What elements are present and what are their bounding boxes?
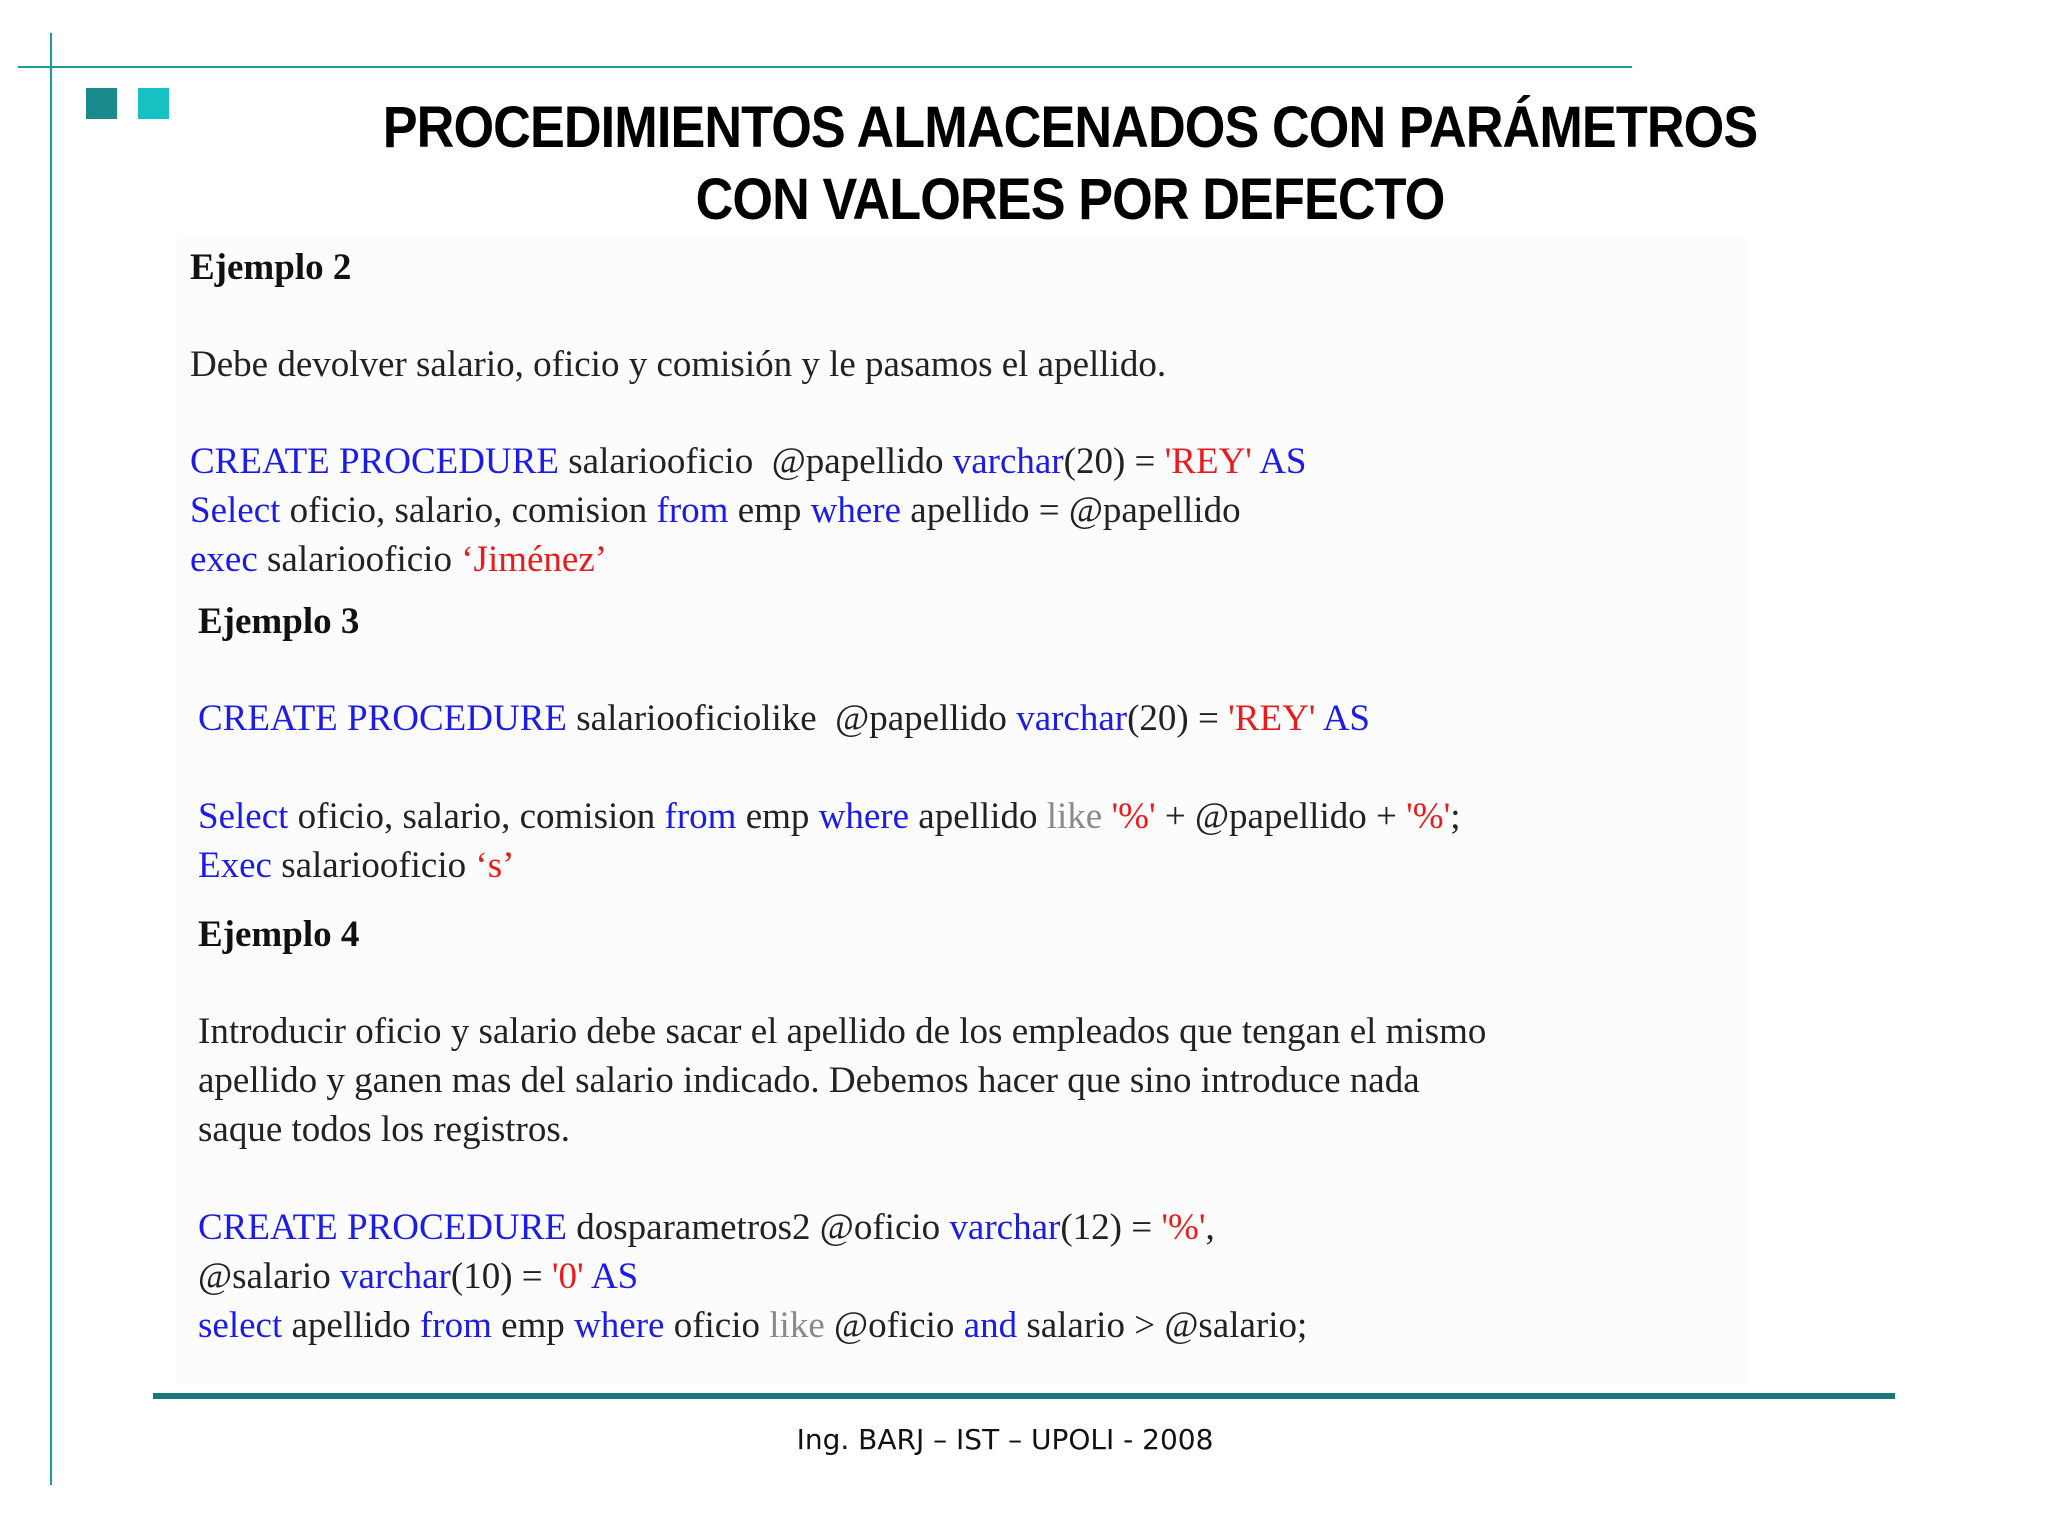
code-keyword: and [963, 1305, 1018, 1346]
code-keyword: Select [190, 490, 281, 531]
code-string: '%' [1406, 796, 1451, 837]
code-string: 'REY' [1228, 698, 1316, 739]
code-operator: like [1046, 796, 1103, 837]
code-operator: like [769, 1305, 825, 1346]
code-text: (12) = [1060, 1207, 1162, 1248]
ex3-code-line-1 [198, 697, 1370, 740]
code-text: @salario [198, 1256, 340, 1297]
decor-square-dark [86, 88, 117, 119]
slide-title [377, 92, 1763, 236]
code-keyword: AS [1259, 441, 1307, 482]
code-text: emp [491, 1305, 575, 1346]
code-keyword: select [198, 1305, 283, 1346]
ex2-description: Debe devolver salario, oficio y comisión y le pasamos el apellido. [190, 344, 1167, 385]
ex4-code-line-1 [198, 1206, 1215, 1249]
code-keyword: AS [1322, 698, 1370, 739]
code-text: + @papellido + [1155, 796, 1407, 837]
ex3-code-line-2 [198, 795, 1461, 838]
code-string: '%' [1111, 796, 1156, 837]
code-keyword: Exec [198, 845, 272, 886]
ex4-description-line-3: saque todos los registros. [198, 1109, 571, 1150]
code-text: (10) = [450, 1256, 552, 1297]
code-string: 'REY' [1164, 441, 1252, 482]
code-text: salariooficio [271, 845, 476, 886]
code-keyword: AS [590, 1256, 639, 1297]
code-keyword: Select [198, 796, 289, 837]
code-text: salariooficio [257, 539, 462, 580]
code-text: apellido [909, 796, 1047, 837]
ex4-heading: Ejemplo 4 [198, 914, 360, 955]
top-rule [18, 66, 1632, 68]
code-keyword: CREATE PROCEDURE [190, 441, 560, 482]
code-keyword: from [419, 1305, 492, 1346]
code-keyword: varchar [949, 1207, 1061, 1248]
code-keyword: varchar [1016, 698, 1128, 739]
ex2-code-line-2 [190, 489, 1241, 532]
code-text: salariooficiolike @papellido [567, 698, 1017, 739]
ex2-code-line-3 [190, 538, 607, 581]
code-keyword: where [810, 490, 902, 531]
code-text: @oficio [824, 1305, 964, 1346]
title-line-2: CON VALORES POR DEFECTO [695, 167, 1445, 232]
code-text: salario > @salario; [1017, 1305, 1308, 1346]
code-keyword: from [656, 490, 729, 531]
code-text [1315, 698, 1322, 739]
code-text [584, 1256, 591, 1297]
code-keyword: varchar [339, 1256, 451, 1297]
ex4-code-line-3 [198, 1304, 1307, 1347]
code-text: apellido [282, 1305, 420, 1346]
code-string: ‘s’ [475, 845, 515, 886]
code-keyword: from [664, 796, 737, 837]
title-line-1: PROCEDIMIENTOS ALMACENADOS CON PARÁMETROS [382, 95, 1758, 160]
code-text: apellido = @papellido [901, 490, 1241, 531]
ex4-description-line-1: Introducir oficio y salario debe sacar el apellido de los empleados que tengan el mismo [198, 1011, 1487, 1052]
code-text: oficio, salario, comision [280, 490, 657, 531]
left-rule [50, 33, 52, 1485]
decor-square-light [138, 88, 169, 119]
code-keyword: CREATE PROCEDURE [198, 1207, 568, 1248]
code-keyword: exec [190, 539, 258, 580]
code-text: (20) = [1063, 441, 1165, 482]
code-text: salariooficio @papellido [559, 441, 953, 482]
code-text: , [1205, 1207, 1215, 1248]
code-string: '%' [1161, 1207, 1206, 1248]
code-keyword: CREATE PROCEDURE [198, 698, 568, 739]
code-text: oficio, salario, comision [288, 796, 665, 837]
code-text: emp [736, 796, 819, 837]
ex4-code-line-2 [198, 1255, 638, 1298]
code-text: (20) = [1127, 698, 1229, 739]
code-keyword: where [818, 796, 910, 837]
ex3-heading: Ejemplo 3 [198, 601, 360, 642]
code-keyword: where [574, 1305, 665, 1346]
code-text: emp [728, 490, 811, 531]
ex2-heading: Ejemplo 2 [190, 247, 352, 288]
code-text: ; [1450, 796, 1461, 837]
ex2-code-line-1 [190, 440, 1307, 483]
code-string: '0' [551, 1256, 584, 1297]
code-string: ‘Jiménez’ [461, 539, 608, 580]
code-keyword: varchar [952, 441, 1064, 482]
footer-credit: Ing. BARJ – IST – UPOLI - 2008 [796, 1423, 1214, 1456]
code-text: oficio [664, 1305, 770, 1346]
code-text: dosparametros2 @oficio [567, 1207, 950, 1248]
bottom-rule [153, 1393, 1895, 1399]
ex4-description-line-2: apellido y ganen mas del salario indicado. Debemos hacer que sino introduce nada [198, 1060, 1420, 1101]
ex3-code-line-3 [198, 844, 514, 887]
